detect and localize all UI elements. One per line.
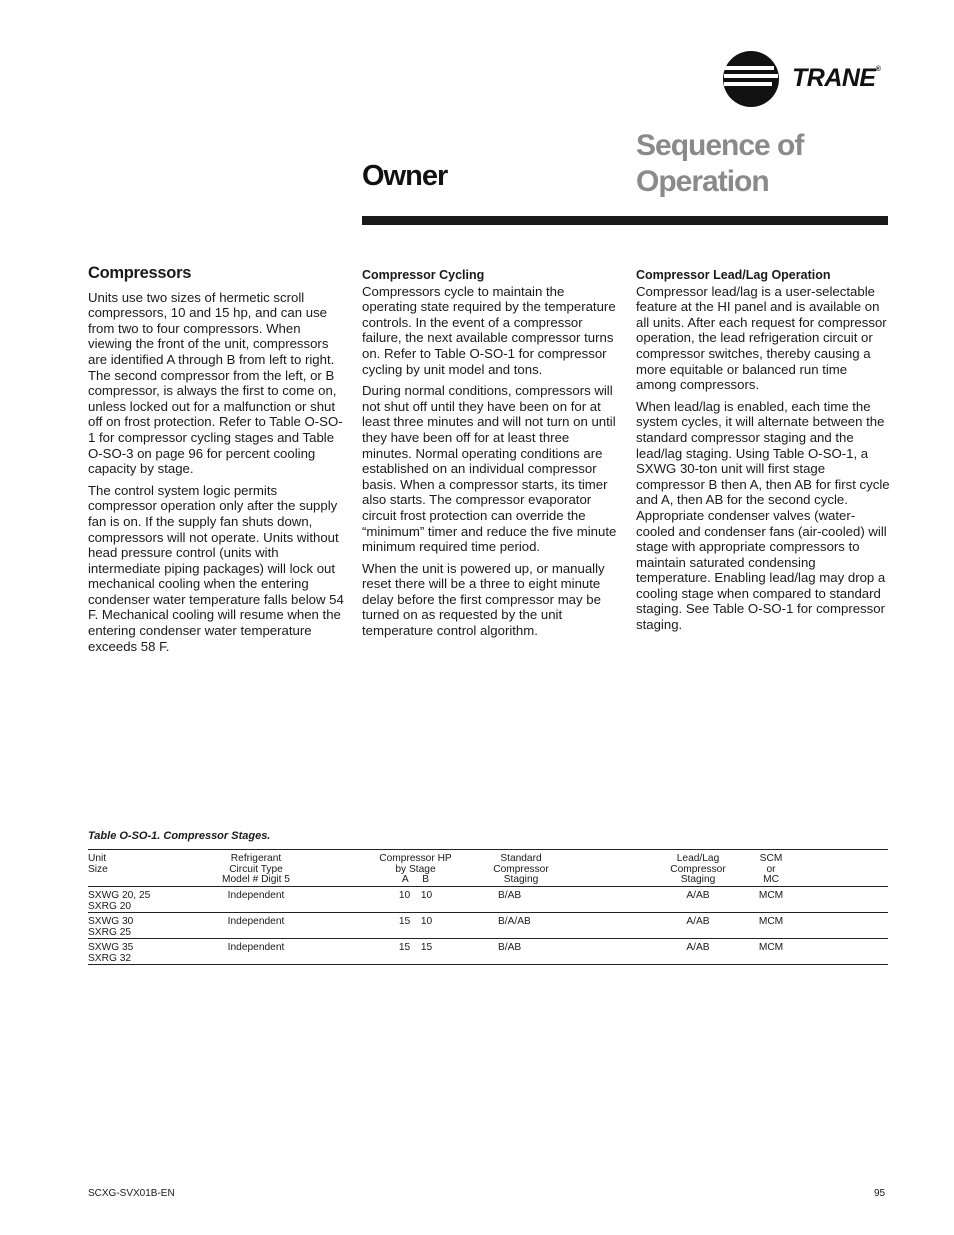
cell-compressor-hp bbox=[368, 891, 463, 902]
cell-unit-size bbox=[88, 943, 198, 964]
header-line: by Stage bbox=[395, 863, 436, 875]
header-leadlag-staging bbox=[658, 854, 738, 886]
header-line: Compressor bbox=[670, 863, 726, 875]
unit-line: SXRG 20 bbox=[88, 900, 132, 912]
trane-logo bbox=[722, 50, 892, 108]
trane-logo-mark-icon bbox=[722, 50, 780, 108]
header-line: A B bbox=[401, 874, 430, 885]
cell-circuit-type: Independent bbox=[227, 942, 285, 953]
header-line: Unit bbox=[88, 853, 107, 864]
header-line: Staging bbox=[503, 874, 539, 885]
unit-line: SXWG 20, 25 bbox=[88, 890, 151, 901]
hp-a: 15 bbox=[398, 942, 411, 953]
cell-compressor-hp bbox=[368, 917, 463, 928]
cell-scm: MCM bbox=[758, 890, 784, 901]
hp-b: 10 bbox=[420, 890, 433, 901]
header-line: Compressor HP bbox=[379, 853, 452, 864]
header-line: Compressor bbox=[493, 863, 549, 875]
header-line: Standard bbox=[500, 853, 542, 864]
hp-b: 10 bbox=[420, 916, 433, 927]
cell-compressor-hp bbox=[368, 943, 463, 954]
header-standard-staging bbox=[493, 854, 549, 886]
cell-leadlag-staging: A/AB bbox=[686, 890, 710, 901]
cell-unit-size bbox=[88, 891, 198, 912]
compressor-stages-table bbox=[88, 849, 888, 965]
table-row bbox=[88, 912, 888, 938]
middle-column bbox=[362, 266, 617, 645]
trane-wordmark: TRANE® bbox=[792, 64, 881, 92]
cell-circuit-type: Independent bbox=[227, 916, 285, 927]
cell-standard-staging: B/AB bbox=[498, 890, 522, 901]
cell-scm: MCM bbox=[758, 916, 784, 927]
header-line: SCM bbox=[759, 853, 783, 864]
middle-paragraph: During normal conditions, compressors will not shut off until they have been on for at least three minutes and will not turn on until they have been off for at least three minutes. Normal operating conditions are established on an individual compressor basis. When a compressor starts, its timer also starts. The compressor evaporator circuit frost protection can override the “minimum” timer and reduce the five minute minimum required time period. bbox=[362, 383, 617, 555]
cell-leadlag-staging: A/AB bbox=[686, 916, 710, 927]
left-column bbox=[88, 266, 344, 660]
header-unit-size bbox=[88, 854, 198, 875]
table-header-row bbox=[88, 849, 888, 886]
header-line: MC bbox=[763, 874, 779, 885]
header-compressor-hp bbox=[368, 854, 463, 886]
cell-scm: MCM bbox=[758, 942, 784, 953]
header-line: Size bbox=[88, 863, 108, 875]
compressors-heading: Compressors bbox=[88, 264, 192, 282]
left-paragraph: Units use two sizes of hermetic scroll compressors, 10 and 15 hp, and can use from two to four compressors. When viewing the front of the unit, compressors are identified A through B from left to right. The second compressor from the left, or B compressor, is always the first to come on, unless locked out for a malfunction or shut off on frost protection. Refer to Table O-SO-1 for compressor cycling stages and Table O-SO-3 on page 96 for percent cooling capacity by stage. bbox=[88, 289, 343, 477]
header-line: Refrigerant bbox=[230, 853, 282, 864]
hp-b: 15 bbox=[420, 942, 433, 953]
header-circuit-type bbox=[206, 854, 306, 886]
unit-line: SXRG 32 bbox=[88, 952, 132, 964]
table-row bbox=[88, 886, 888, 912]
lead-lag-heading: Compressor Lead/Lag Operation bbox=[636, 268, 831, 282]
document-number: SCXG-SVX01B-EN bbox=[88, 1188, 175, 1199]
middle-paragraph: When the unit is powered up, or manually reset there will be a three to eight minute delay before the first compressor may be turned on as requested by the unit temperature control algorithm. bbox=[362, 560, 605, 639]
unit-line: SXWG 35 bbox=[88, 942, 134, 953]
header-scm bbox=[753, 854, 789, 886]
hp-a: 15 bbox=[398, 916, 411, 927]
right-column bbox=[636, 266, 890, 639]
right-paragraph: When lead/lag is enabled, each time the system cycles, it will alternate between the standard compressor staging and the lead/lag staging. Using Table O-SO-1, a SXWG 30-ton unit will first stage compressor B then A, then AB for first cycle and A, then AB for the second cycle. Appropriate condenser valves (water-cooled and condenser fans (air-cooled) will stage with appropriate compressors to maintain saturated condensing temperature. Enabling lead/lag may drop a cooling stage when compared to standard staging. See Table O-SO-1 for compressor staging. bbox=[636, 398, 890, 633]
hp-a: 10 bbox=[398, 890, 411, 901]
table-caption: Table O-SO-1. Compressor Stages. bbox=[88, 830, 271, 842]
cell-unit-size bbox=[88, 917, 198, 938]
table-row bbox=[88, 938, 888, 965]
right-paragraph: Compressor lead/lag is a user-selectable feature at the HI panel and is available on all units. After each request for compressor operation, the lead refrigeration circuit or compressor switches, thereby causing a more equitable or balanced run time among compressors. bbox=[636, 283, 887, 393]
header-line: or bbox=[766, 863, 776, 875]
cell-circuit-type: Independent bbox=[227, 890, 285, 901]
left-paragraph: The control system logic permits compressor operation only after the supply fan is on. If the supply fan shuts down, compressors will not operate. Units without head pressure control (units with intermediate piping packages) will lock out mechanical cooling when the entering condenser water temperature falls below 54 F. Mechanical cooling will resume when the entering condenser water temperature exceeds 58 F. bbox=[88, 482, 344, 654]
page-number: 95 bbox=[874, 1188, 886, 1199]
unit-line: SXWG 30 bbox=[88, 916, 134, 927]
middle-paragraph: Compressors cycle to maintain the operating state required by the temperature controls. In the event of a compressor failure, the next available compressor turns on. Refer to Table O-SO-1 for compressor cycling by unit model and tons. bbox=[362, 283, 616, 377]
audience-label: Owner bbox=[362, 160, 448, 192]
cell-leadlag-staging: A/AB bbox=[686, 942, 710, 953]
compressor-cycling-heading: Compressor Cycling bbox=[362, 268, 485, 282]
unit-line: SXRG 25 bbox=[88, 926, 132, 938]
header-rule bbox=[362, 216, 888, 225]
header-line: Lead/Lag bbox=[676, 853, 720, 864]
cell-standard-staging: B/AB bbox=[498, 942, 522, 953]
header-line: Circuit Type bbox=[229, 863, 283, 875]
header-line: Model # Digit 5 bbox=[222, 874, 290, 885]
header-line: Staging bbox=[680, 874, 716, 885]
cell-standard-staging: B/A/AB bbox=[498, 916, 531, 927]
page-title: Sequence of Operation bbox=[636, 129, 804, 198]
